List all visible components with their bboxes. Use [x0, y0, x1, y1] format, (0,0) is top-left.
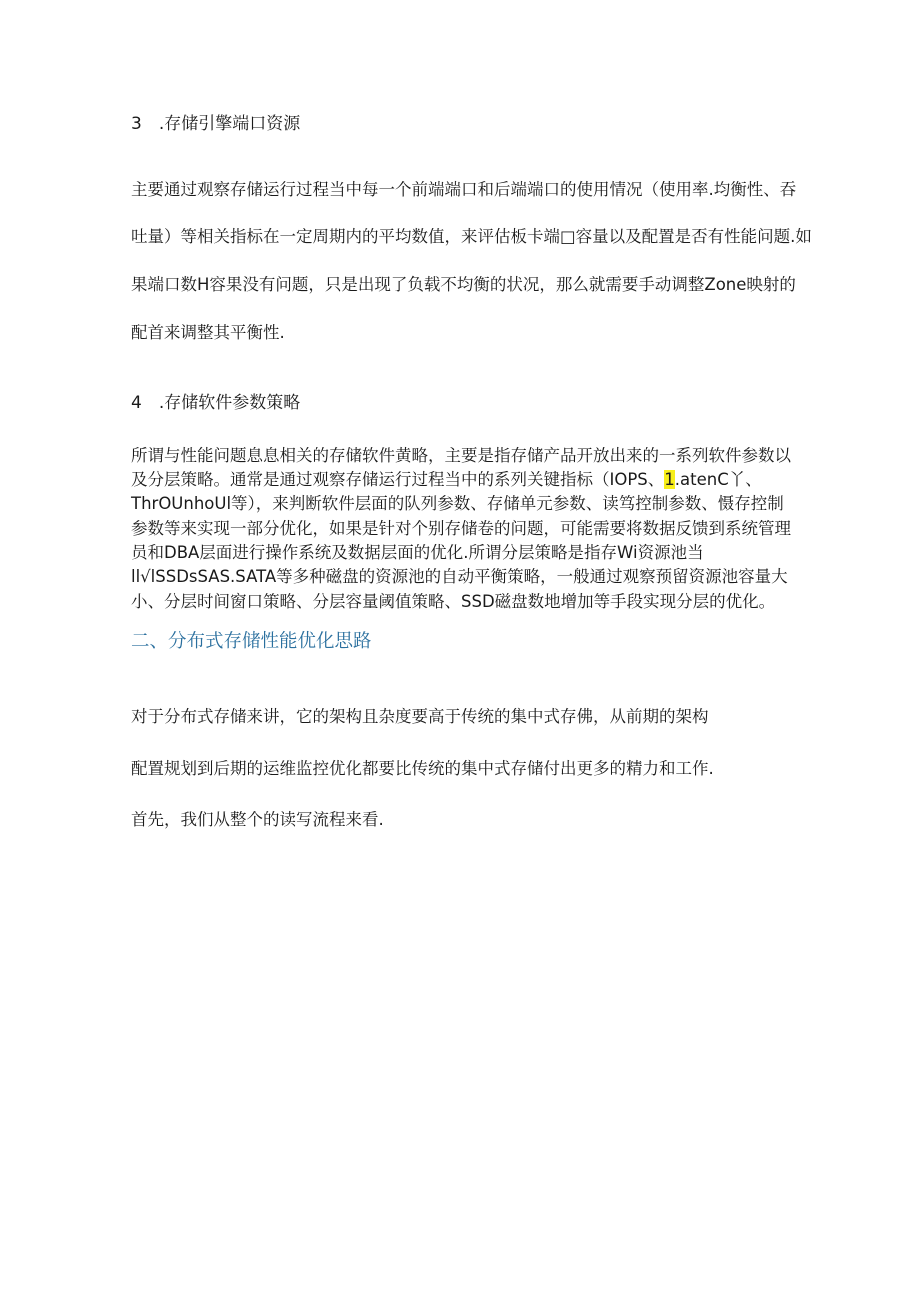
section-4-line-1: 所谓与性能问题息息相关的存储软件黄略，主要是指存储产品开放出来的一系列软件参数以 [131, 446, 791, 465]
distributed-paragraph-3: 首先，我们从整个的读写流程来看. [131, 810, 384, 829]
highlighted-text: 1 [664, 470, 675, 489]
section-4-line-5: 员和DBA层面进行操作系统及数据层面的优化.所谓分层策略是指存Wi资源池当 [131, 543, 704, 562]
distributed-paragraph-2: 配置规划到后期的运维监控优化都要比传统的集中式存储付出更多的精力和工作. [131, 759, 714, 778]
section-3-line-1: 主要通过观察存储运行过程当中每一个前端端口和后端端口的使用情况（使用率.均衡性、吞 [131, 180, 797, 199]
distributed-storage-heading: 二、分布式存储性能优化思路 [131, 631, 372, 652]
section-4-line-3: ThrOUnhoUl等），来判断软件层面的队列参数、存储单元参数、读笃控制参数、慑存控制 [131, 494, 784, 513]
section-4-line-2-text: 及分层策略。通常是通过观察存储运行过程当中的系列关键指标（IOPS、 [131, 470, 665, 489]
section-4-line-2-tail: .atenC丫、 [674, 470, 762, 489]
section-4-line-2 [131, 466, 762, 490]
section-3-line-3: 果端口数H容果没有问题，只是出现了负载不均衡的状况，那么就需要手动调整Zone映射的 [131, 275, 796, 294]
distributed-paragraph-1: 对于分布式存储来讲，它的架构且杂度要高于传统的集中式存佛，从前期的架构 [131, 707, 709, 726]
section-4-line-6: ll√lSSDsSAS.SATA等多种磁盘的资源池的自动平衡策略，一般通过观察预留资源池容量大 [131, 567, 788, 586]
section-4-heading: 4 .存储软件参数策略 [131, 393, 301, 413]
section-4-line-7: 小、分层时间窗口策略、分层容量阈值策略、SSD磁盘数地增加等手段实现分层的优化。 [131, 592, 776, 611]
section-4-line-4: 参数等来实现一部分优化，如果是针对个别存储卷的问题，可能需要将数据反馈到系统管理 [131, 519, 791, 538]
section-3-line-4: 配首来调整其平衡性. [131, 323, 285, 342]
section-3-line-2: 吐量）等相关指标在一定周期内的平均数值，来评估板卡端□容量以及配置是否有性能问题.如 [131, 227, 812, 246]
section-3-heading: 3 .存储引擎端口资源 [131, 114, 301, 134]
